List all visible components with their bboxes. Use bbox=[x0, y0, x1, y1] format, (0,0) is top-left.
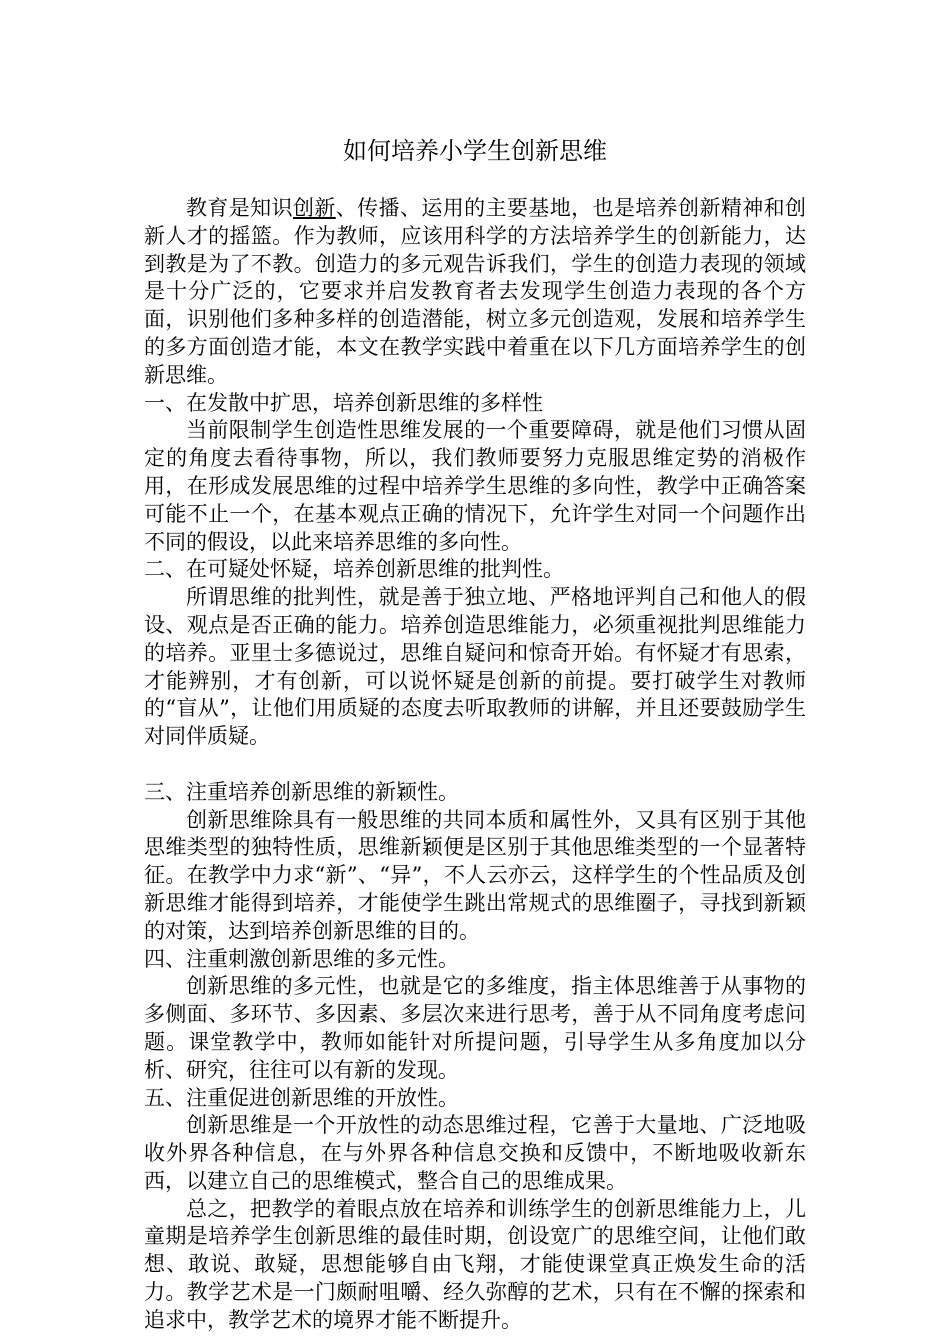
conclusion-paragraph: 总之，把教学的着眼点放在培养和训练学生的创新思维能力上，儿童期是培养学生创新思维的最佳时期，创设宽广的思维空间，让他们敢想、敢说、敢疑，思想能够自由飞翔，才能使课堂真正焕发生命的活力。教学艺术是一门颇耐咀嚼、经久弥醇的艺术，只有在不懈的探索和追求中，教学艺术的境界才能不断提升。 bbox=[144, 1196, 806, 1332]
intro-text-after-link: 、传播、运用的主要基地，也是培养创新精神和创新人才的摇篮。作为教师，应该用科学的方法培养学生的创新能力，达到教是为了不教。创造力的多元观告诉我们，学生的创造力表现的领域是十分广泛的，它要求并启发教育者去发现学生创造力表现的各个方面，识别他们多种多样的创造潜能，树立多元创造观，发展和培养学生的多方面创造才能，本文在教学实践中着重在以下几方面培养学生的创新思维。 bbox=[144, 196, 807, 387]
section-paragraph-3: 创新思维除具有一般思维的共同本质和属性外，又具有区别于其他思维类型的独特性质，思维新颖便是区别于其他思维类型的一个显著特征。在教学中力求“新”、“异”，不人云亦云，这样学生的个性品质及创新思维才能得到培养，才能使学生跳出常规式的思维圈子，寻找到新颖的对策，达到培养创新思维的目的。 bbox=[144, 807, 806, 943]
section-heading-3: 三、注重培养创新思维的新颖性。 bbox=[144, 779, 459, 804]
document-title: 如何培养小学生创新思维 bbox=[343, 137, 607, 165]
document-body bbox=[144, 195, 806, 1335]
section-heading-5: 五、注重促进创新思维的开放性。 bbox=[144, 1085, 459, 1110]
intro-paragraph bbox=[144, 195, 806, 390]
section-heading-4: 四、注重刺激创新思维的多元性。 bbox=[144, 946, 459, 971]
intro-text-before-link: 教育是知识 bbox=[186, 196, 293, 220]
innovation-link[interactable]: 创新 bbox=[292, 196, 336, 220]
section-paragraph-2: 所谓思维的批判性，就是善于独立地、严格地评判自己和他人的假设、观点是否正确的能力。培养创造思维能力，必须重视批判思维能力的培养。亚里士多德说过，思维自疑问和惊奇开始。有怀疑才有思索，才能辨别，才有创新，可以说怀疑是创新的前提。要打破学生对教师的“盲从”，让他们用质疑的态度去听取教师的讲解，并且还要鼓励学生对同伴质疑。 bbox=[144, 585, 806, 749]
section-paragraph-1: 当前限制学生创造性思维发展的一个重要障碍，就是他们习惯从固定的角度去看待事物，所以，我们教师要努力克服思维定势的消极作用，在形成发展思维的过程中培养学生思维的多向性，教学中正确答案可能不止一个，在基本观点正确的情况下，允许学生对同一个问题作出不同的假设，以此来培养思维的多向性。 bbox=[144, 418, 806, 554]
section-paragraph-5: 创新思维是一个开放性的动态思维过程，它善于大量地、广泛地吸收外界各种信息，在与外界各种信息交换和反馈中，不断地吸收新东西，以建立自己的思维模式，整合自己的思维成果。 bbox=[144, 1113, 806, 1193]
section-paragraph-4: 创新思维的多元性，也就是它的多维度，指主体思维善于从事物的多侧面、多环节、多因素、多层次来进行思考，善于从不同角度考虑问题。课堂教学中，教师如能针对所提问题，引导学生从多角度加以分析、研究，往往可以有新的发现。 bbox=[144, 974, 806, 1082]
section-heading-2: 二、在可疑处怀疑，培养创新思维的批判性。 bbox=[144, 557, 564, 582]
section-heading-1: 一、在发散中扩思，培养创新思维的多样性 bbox=[144, 390, 543, 415]
blank-line bbox=[144, 751, 806, 779]
